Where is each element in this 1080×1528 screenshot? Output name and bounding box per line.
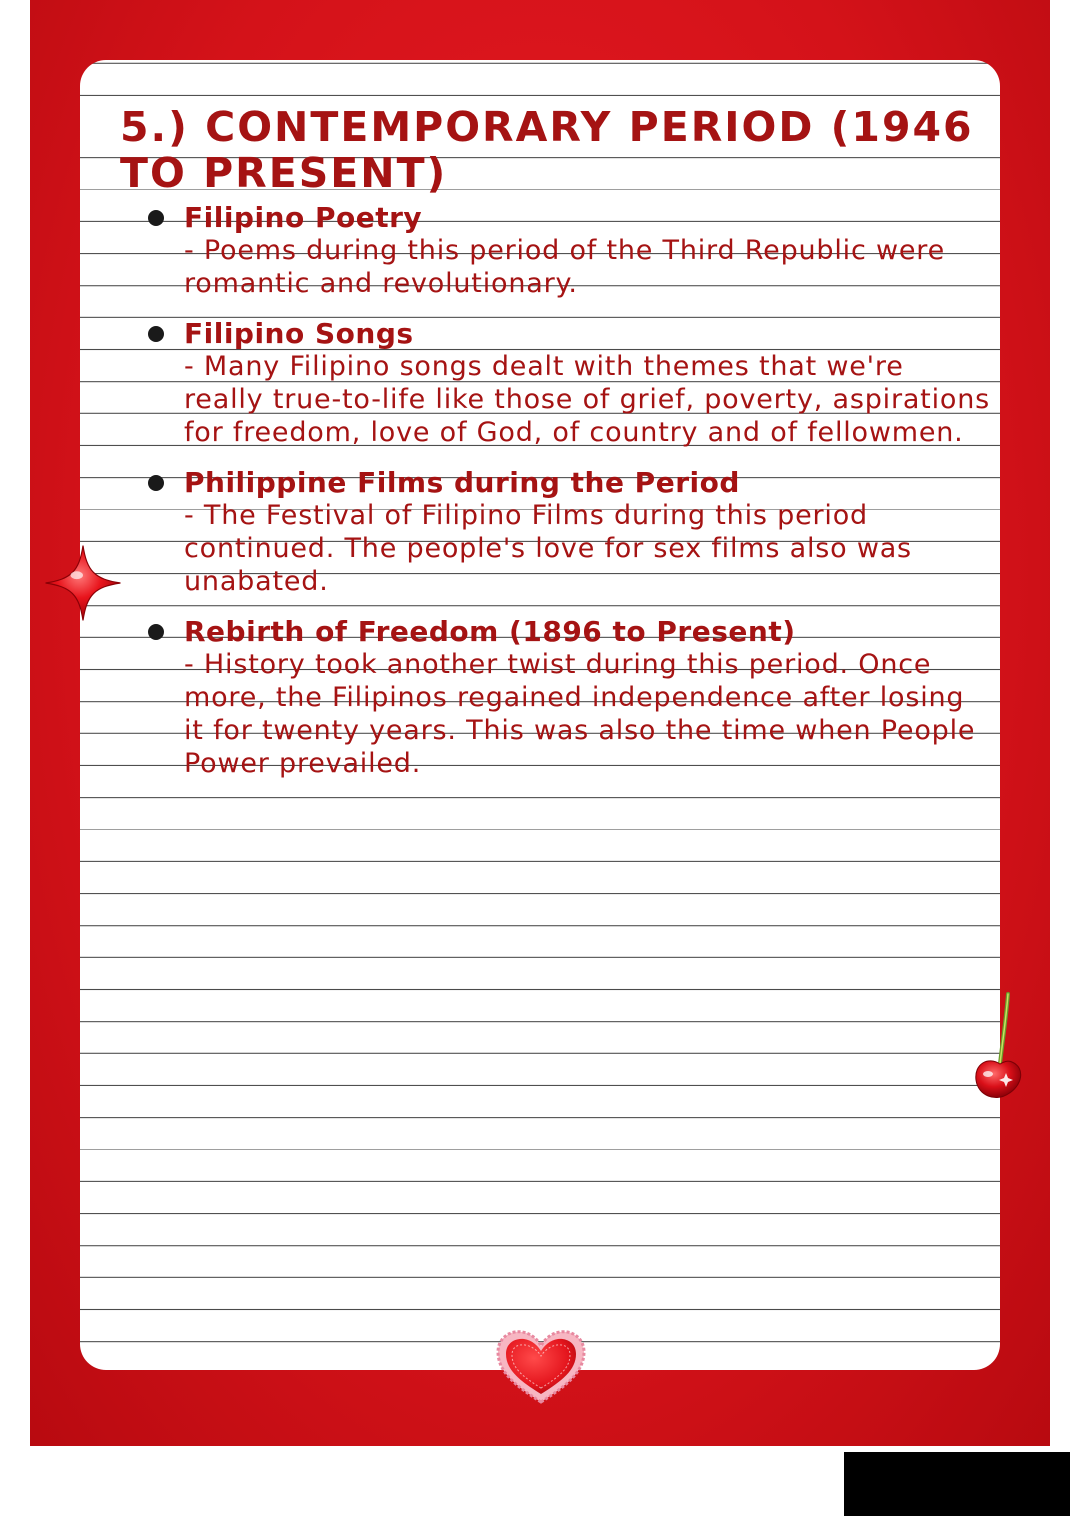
- bullet-icon: [148, 624, 164, 640]
- section-filipino-poetry: [120, 202, 990, 300]
- section-body: - Poems during this period of the Third Republic were romantic and revolutionary.: [184, 235, 945, 299]
- lace-heart-icon: [496, 1330, 586, 1406]
- notes-content: [120, 104, 990, 780]
- section-title: Rebirth of Freedom (1896 to Present): [184, 615, 796, 648]
- section-body: - Many Filipino songs dealt with themes that we're really true-to-life like those of grief, poverty, aspirations for freedom, love of God, of country and of fellowmen.: [184, 351, 990, 448]
- section-title: Filipino Poetry: [184, 201, 423, 234]
- bullet-icon: [148, 210, 164, 226]
- section-title: Filipino Songs: [184, 317, 414, 350]
- sparkle-star-icon: [44, 544, 122, 622]
- redaction-box: [844, 1452, 1070, 1516]
- section-philippine-films: [120, 467, 990, 598]
- section-body: - History took another twist during this period. Once more, the Filipinos regained independence after losing it for twenty years. This was also the time when People Power prevailed.: [184, 649, 976, 779]
- lined-paper: [80, 60, 1000, 1370]
- bullet-icon: [148, 475, 164, 491]
- section-rebirth-of-freedom: [120, 616, 990, 780]
- cherry-icon: [968, 990, 1032, 1105]
- page-title: 5.) CONTEMPORARY PERIOD (1946 TO PRESENT): [120, 103, 974, 197]
- section-body: - The Festival of Filipino Films during this period continued. The people's love for sex films also was unabated.: [184, 500, 912, 597]
- bullet-icon: [148, 326, 164, 342]
- section-title: Philippine Films during the Period: [184, 466, 740, 499]
- section-filipino-songs: [120, 318, 990, 449]
